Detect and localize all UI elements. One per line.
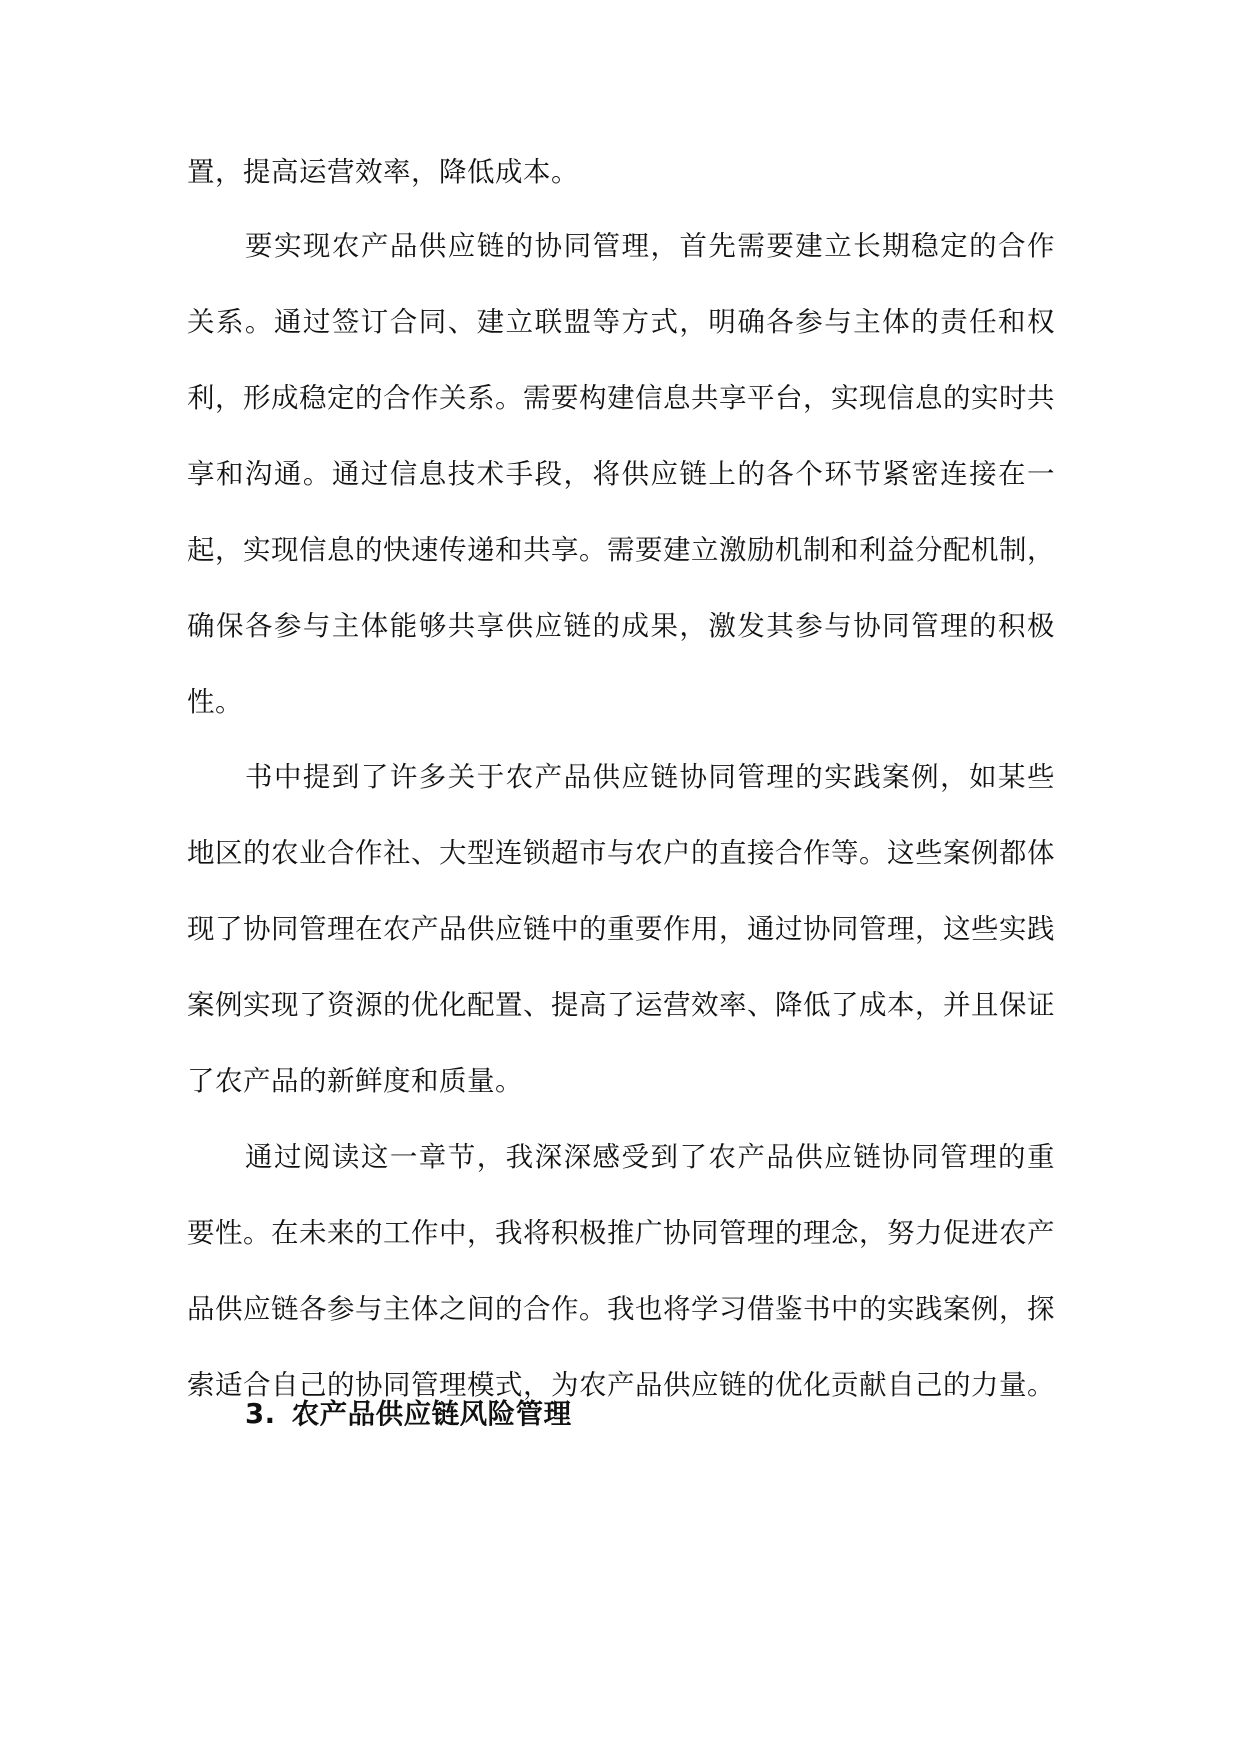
- paragraph-practice-cases: 书中提到了许多关于农产品供应链协同管理的实践案例，如某些地区的农业合作社、大型连锁超市与农户的直接合作等。这些案例都体现了协同管理在农产品供应链中的重要作用，通过协同管理，这些实践案例实现了资源的优化配置、提高了运营效率、降低了成本，并且保证了农产品的新鲜度和质量。: [187, 761, 1055, 1097]
- paragraph-reflection: 通过阅读这一章节，我深深感受到了农产品供应链协同管理的重要性。在未来的工作中，我将积极推广协同管理的理念，努力促进农产品供应链各参与主体之间的合作。我也将学习借鉴书中的实践案例，探索适合自己的协同管理模式，为农产品供应链的优化贡献自己的力量。: [187, 1141, 1055, 1401]
- section-number: 3.: [245, 1398, 276, 1430]
- paragraph-collaboration-requirements: 要实现农产品供应链的协同管理，首先需要建立长期稳定的合作关系。通过签订合同、建立联盟等方式，明确各参与主体的责任和权利，形成稳定的合作关系。需要构建信息共享平台，实现信息的实时共享和沟通。通过信息技术手段，将供应链上的各个环节紧密连接在一起，实现信息的快速传递和共享。需要建立激励机制和利益分配机制，确保各参与主体能够共享供应链的成果，激发其参与协同管理的积极性。: [187, 230, 1055, 718]
- paragraph-continuation: 置，提高运营效率，降低成本。: [187, 156, 579, 188]
- section-title: 农产品供应链风险管理: [291, 1398, 572, 1430]
- section-heading: [245, 1376, 572, 1452]
